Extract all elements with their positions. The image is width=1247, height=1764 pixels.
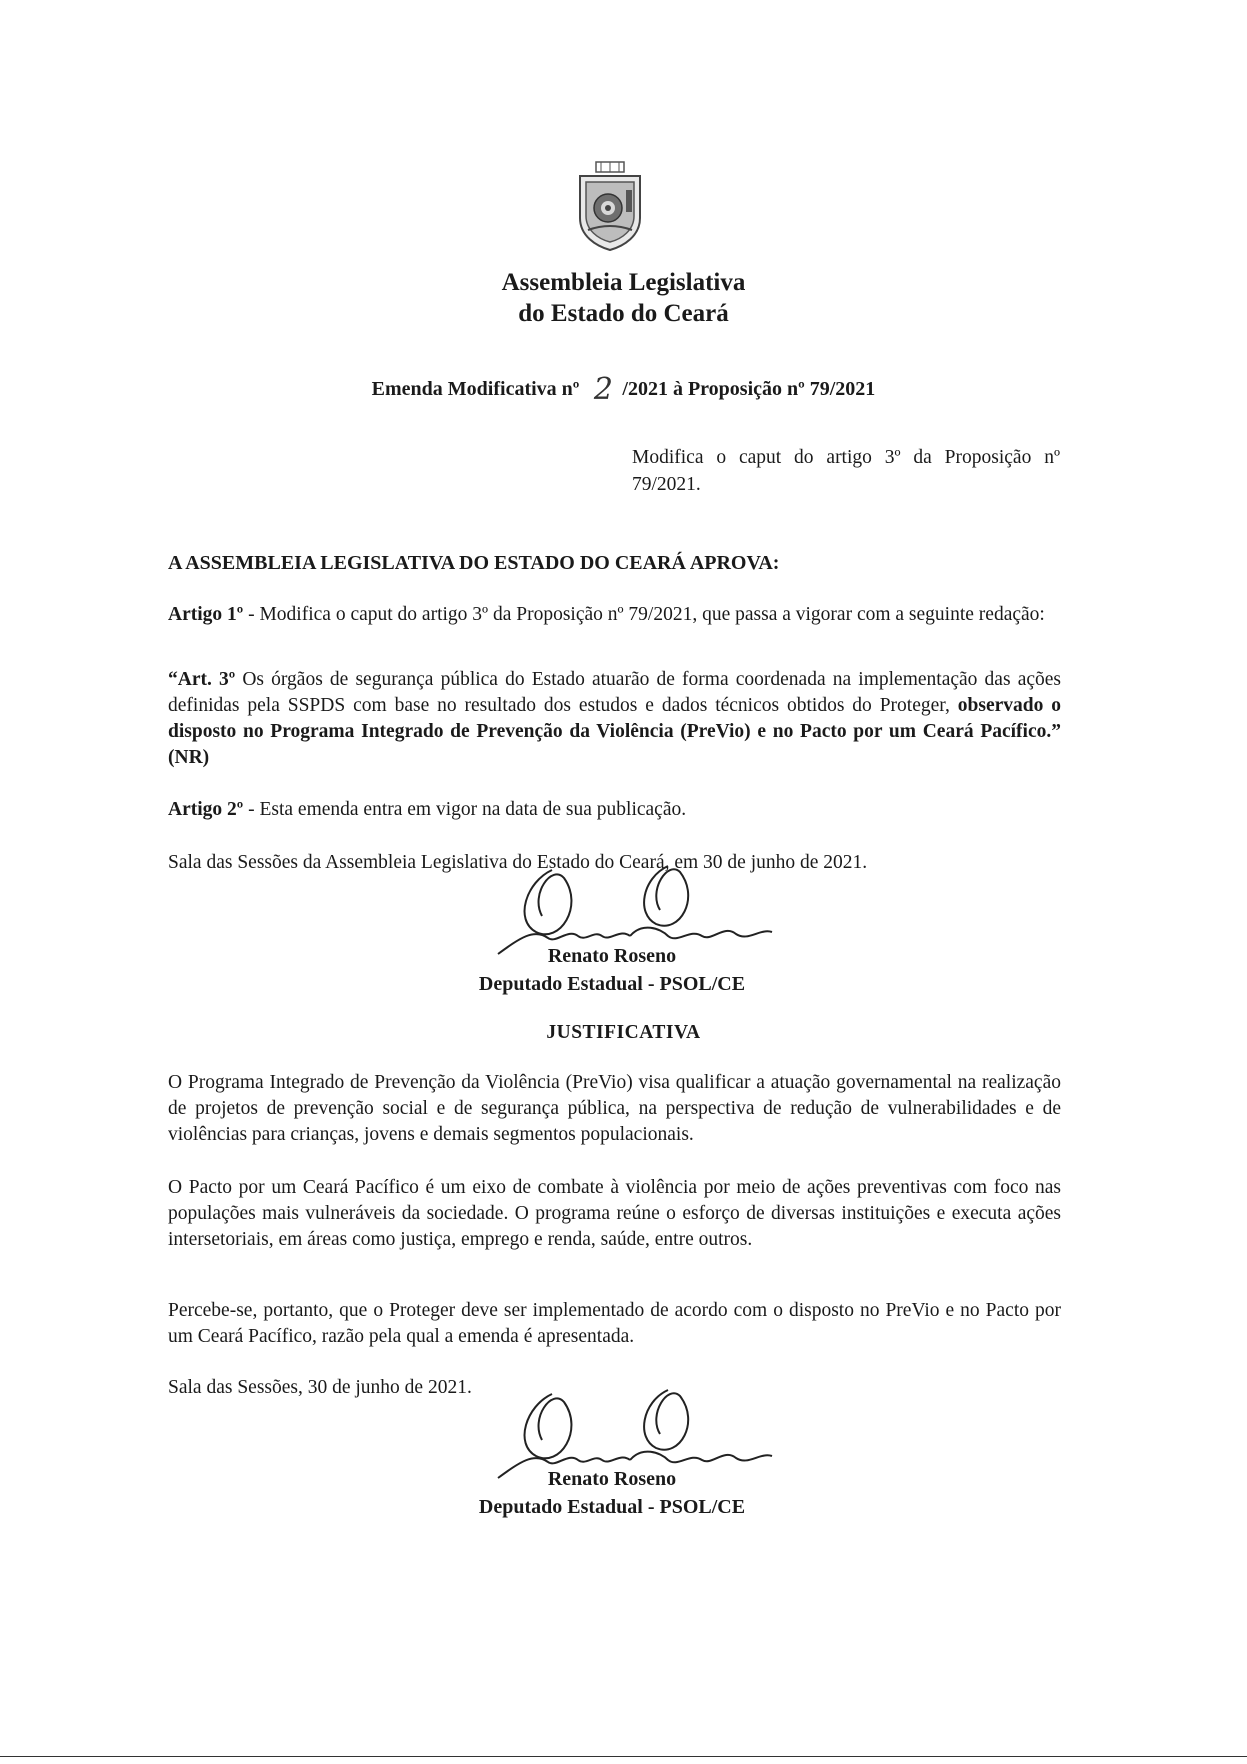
amendment-title-suffix: /2021 à Proposição nº 79/2021 [622, 378, 876, 400]
article-3-new-text [168, 667, 1061, 771]
article-2-label: Artigo 2º [168, 799, 244, 820]
article-3-bold-text: observado o disposto no Programa Integrado de Prevenção da Violência (PreVio) e no Pacto por um Ceará Pacífico.” (NR) [168, 695, 1061, 768]
institution-name-line2: do Estado do Ceará [518, 300, 729, 327]
signatory-name-1: Renato Roseno [547, 945, 677, 967]
state-coat-of-arms [574, 160, 646, 252]
session-place-date-2: Sala das Sessões, 30 de junho de 2021. [168, 1377, 472, 1398]
enacting-clause: A ASSEMBLEIA LEGISLATIVA DO ESTADO DO CEARÁ APROVA: [168, 552, 780, 574]
justification-paragraph: Percebe-se, portanto, que o Proteger deve ser implementado de acordo com o disposto no PreVio e no Pacto por um Ceará Pacífico, razão pela qual a emenda é apresentada. [168, 1300, 1061, 1347]
page-bottom-divider [0, 1756, 1247, 1757]
handwritten-amendment-number: 2 [593, 372, 613, 407]
justification-paragraph: O Pacto por um Ceará Pacífico é um eixo de combate à violência por meio de ações preventivas com foco nas populações mais vulneráveis da sociedade. O programa reúne o esforço de diversas instituições e executa ações intersetoriais, em áreas como justiça, emprego e renda, saúde, entre outros. [168, 1177, 1061, 1250]
justification-paragraph: O Programa Integrado de Prevenção da Violência (PreVio) visa qualificar a atuação governamental na realização de projetos de prevenção social e de segurança pública, na perspectiva de redução de vulnerabilidades e de violências para crianças, jovens e demais segmentos populacionais. [168, 1072, 1061, 1145]
amendment-title-prefix: Emenda Modificativa nº [371, 378, 585, 400]
institution-name-line1: Assembleia Legislativa [501, 269, 746, 296]
signature-block-2 [442, 1465, 782, 1521]
justification-title: JUSTIFICATIVA [546, 1022, 701, 1043]
signature-block-1 [442, 942, 782, 998]
article-1-label: Artigo 1º [168, 604, 244, 625]
amendment-title [0, 372, 1247, 407]
article-3-label: “Art. 3º [168, 669, 236, 690]
session-place-date-1: Sala das Sessões da Assembleia Legislativa do Estado do Ceará, em 30 de junho de 2021. [168, 852, 868, 873]
signatory-role-2: Deputado Estadual - PSOL/CE [478, 1496, 746, 1518]
article-3-text: Os órgãos de segurança pública do Estado atuarão de forma coordenada na implementação das ações definidas pela SSPDS com base no resultado dos estudos e dados técnicos obtidos do Proteger, [168, 669, 1061, 716]
article-1-text: - Modifica o caput do artigo 3º da Proposição nº 79/2021, que passa a vigorar com a seguinte redação: [243, 604, 1045, 625]
amendment-summary: Modifica o caput do artigo 3º da Proposição nº 79/2021. [632, 447, 1060, 495]
signatory-name-2: Renato Roseno [547, 1468, 677, 1490]
signatory-role-1: Deputado Estadual - PSOL/CE [478, 973, 746, 995]
article-1 [168, 602, 1061, 628]
article-2 [168, 797, 1061, 823]
article-2-text: - Esta emenda entra em vigor na data de sua publicação. [243, 799, 687, 820]
